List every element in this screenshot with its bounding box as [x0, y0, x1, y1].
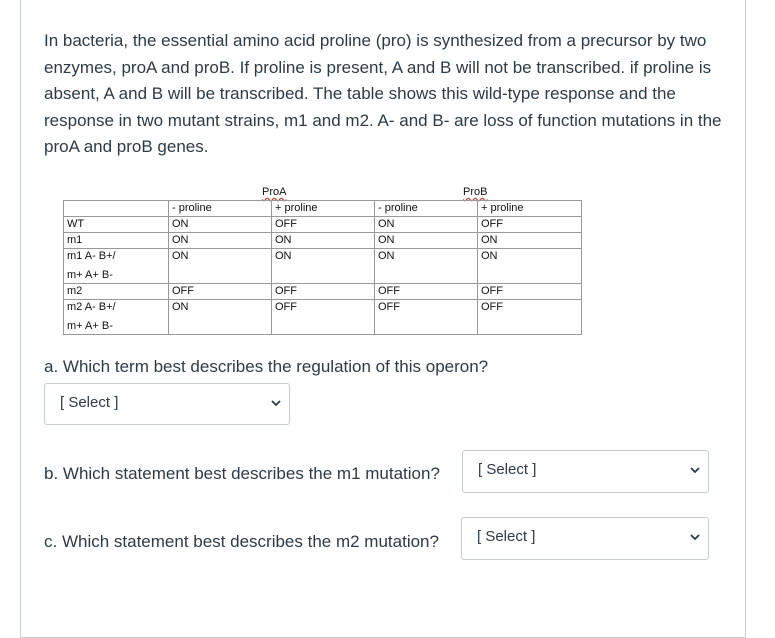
table-cell: ON: [375, 217, 478, 233]
table-header-proa: ProA: [262, 186, 287, 198]
select-label: [ Select ]: [478, 461, 537, 478]
table-cell: OFF: [272, 284, 375, 300]
table-cell: ON: [375, 233, 478, 249]
table-cell: ON: [478, 249, 582, 284]
expression-table: [63, 200, 582, 335]
question-b-text: b. Which statement best describes the m1 mutation?: [44, 464, 440, 483]
table-header-row: [64, 201, 582, 217]
table-cell: OFF: [169, 284, 272, 300]
table-cell: ON: [272, 249, 375, 284]
table-cell: ON: [169, 233, 272, 249]
table-header-prob: ProB: [463, 186, 488, 198]
row-label-line: m2 A- B+/: [67, 301, 116, 313]
question-a-text: a. Which term best describes the regulation of this operon?: [44, 357, 489, 376]
row-label-line: m+ A+ B-: [67, 320, 113, 332]
table-header-cell: - proline: [169, 201, 272, 217]
table-row: [64, 284, 582, 300]
table-row: [64, 233, 582, 249]
row-label: WT: [64, 217, 169, 233]
table-header-cell: + proline: [272, 201, 375, 217]
question-c-text: c. Which statement best describes the m2 mutation?: [44, 532, 439, 551]
chevron-down-icon: [271, 399, 281, 407]
table-row: [64, 249, 582, 284]
table-cell: OFF: [375, 284, 478, 300]
row-label: [64, 300, 169, 335]
chevron-down-icon: [690, 466, 700, 474]
table-header-cell: - proline: [375, 201, 478, 217]
question-intro: In bacteria, the essential amino acid proline (pro) is synthesized from a precursor by two enzymes, proA and proB. If proline is present, A and B will not be transcribed. if proline is absent, A and B will be transcribed. The table shows this wild-type response and the response in two mutant strains, m1 and m2. A- and B- are loss of function mutations in the proA and proB genes.: [44, 31, 722, 156]
table-cell: ON: [375, 249, 478, 284]
table-cell: OFF: [478, 300, 582, 335]
question-c-select[interactable]: [461, 517, 709, 560]
table-row: [64, 217, 582, 233]
row-label-line: m+ A+ B-: [67, 269, 113, 281]
chevron-down-icon: [690, 533, 700, 541]
table-cell: OFF: [478, 217, 582, 233]
table-cell: ON: [169, 300, 272, 335]
question-b-select[interactable]: [462, 450, 709, 493]
table-cell: ON: [478, 233, 582, 249]
row-label: [64, 249, 169, 284]
table-cell: OFF: [478, 284, 582, 300]
table-cell: ON: [169, 249, 272, 284]
row-label-line: m1 A- B+/: [67, 250, 116, 262]
table-header-cell: + proline: [478, 201, 582, 217]
table-cell: ON: [169, 217, 272, 233]
table-cell: OFF: [375, 300, 478, 335]
select-label: [ Select ]: [60, 394, 119, 411]
row-label: m2: [64, 284, 169, 300]
table-cell: [64, 201, 169, 217]
question-a-select[interactable]: [44, 383, 290, 425]
table-cell: ON: [272, 233, 375, 249]
table-row: [64, 300, 582, 335]
table-cell: OFF: [272, 217, 375, 233]
table-cell: OFF: [272, 300, 375, 335]
select-label: [ Select ]: [477, 528, 536, 545]
row-label: m1: [64, 233, 169, 249]
